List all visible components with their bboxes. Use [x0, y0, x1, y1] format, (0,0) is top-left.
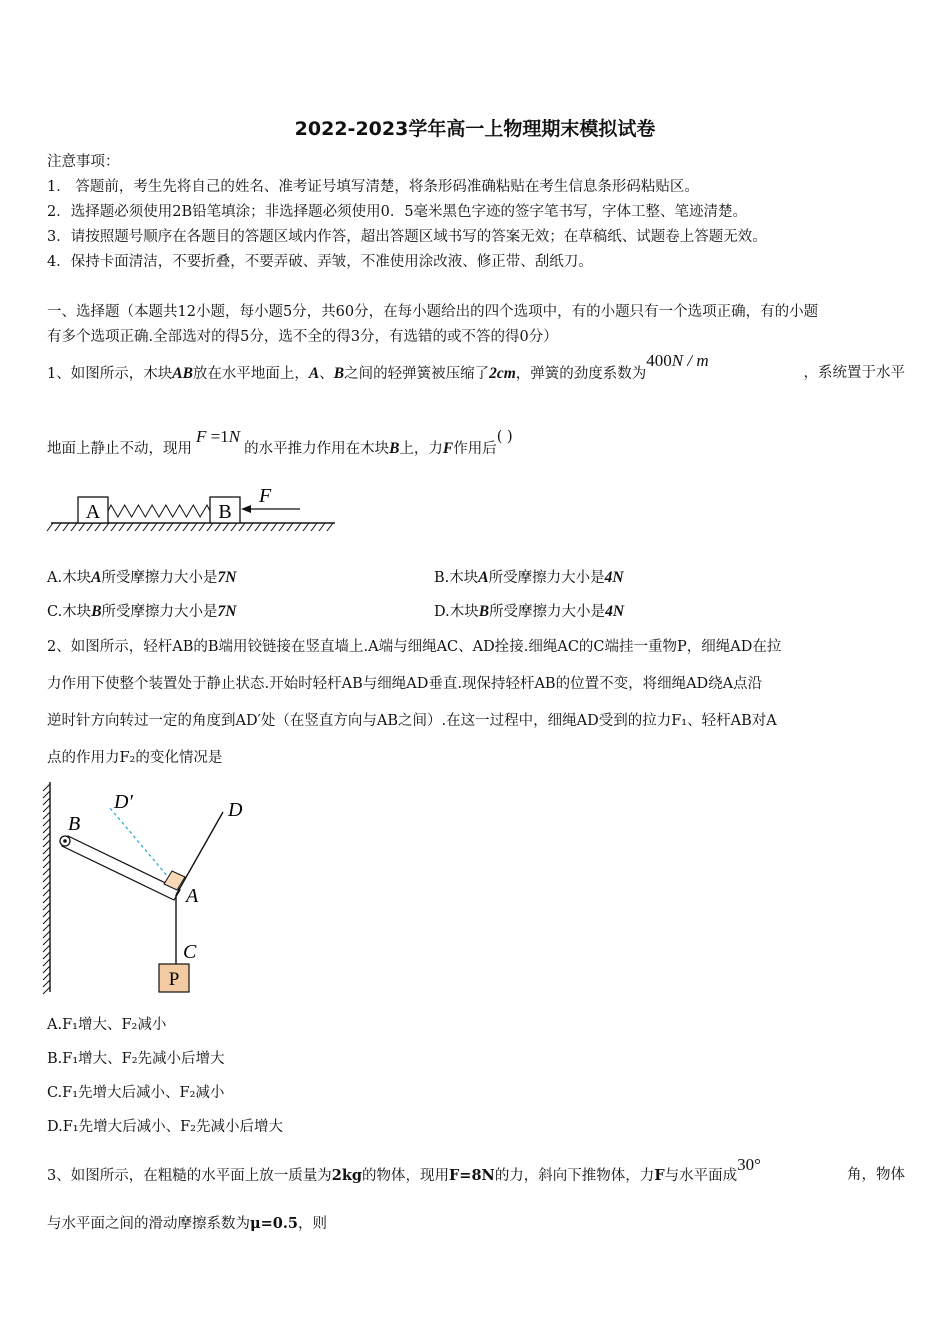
label-b: B: [68, 813, 81, 835]
hatch-mark: [311, 523, 317, 531]
wall-hatch-mark: [43, 903, 50, 910]
q1-option-d[interactable]: D.木块B所受摩擦力大小是4N: [434, 603, 625, 620]
wall-hatch-mark: [43, 959, 50, 966]
wall-hatch-mark: [43, 882, 50, 889]
wall-hatch-mark: [43, 861, 50, 868]
wall-hatch-mark: [43, 938, 50, 945]
hatch-mark: [63, 523, 69, 531]
wall-hatch-mark: [43, 812, 50, 819]
q1-line-2: 地面上静止不动，现用F =1N的水平推力作用在木块B上，力F作用后( ): [47, 427, 513, 457]
q3-line-1: 3、如图所示，在粗糙的水平面上放一质量为2kg的物体，现用F=8N的力，斜向下推物体，力F与水平面成30° 角，物体: [47, 1155, 905, 1184]
hatch-mark: [247, 523, 253, 531]
hatch-mark: [191, 523, 197, 531]
hatch-mark: [287, 523, 293, 531]
section-intro-line-1: 一、选择题（本题共12小题，每小题5分，共60分，在每小题给出的四个选项中，有的小题只有一个选项正确，有的小题: [47, 304, 819, 320]
wall-hatch-mark: [43, 840, 50, 847]
hatch-mark: [159, 523, 165, 531]
hatch-mark: [303, 523, 309, 531]
ground-hatch: [47, 523, 333, 531]
wall-hatch-mark: [43, 896, 50, 903]
q1-option-a[interactable]: A.木块A所受摩擦力大小是7N: [47, 569, 237, 586]
notice-item-3: 3．请按照题号顺序在各题目的答题区域内作答，超出答题区域书写的答案无效；在草稿纸、试题卷上答题无效。: [47, 229, 767, 245]
hatch-mark: [151, 523, 157, 531]
wall-hatch-mark: [43, 987, 50, 994]
hatch-mark: [87, 523, 93, 531]
block-b-label: B: [218, 501, 232, 523]
hatch-mark: [127, 523, 133, 531]
q1-spring-constant: 400N / m: [646, 351, 709, 370]
wall-hatch-mark: [43, 833, 50, 840]
q1-option-b[interactable]: B.木块A所受摩擦力大小是4N: [434, 569, 624, 586]
notice-item-4: 4．保持卡面清洁，不要折叠，不要弄破、弄皱，不准使用涂改液、修正带、刮纸刀。: [47, 254, 593, 270]
hatch-mark: [271, 523, 277, 531]
hatch-mark: [327, 523, 333, 531]
notice-item-1: 1． 答题前，考生先将自己的姓名、准考证号填写清楚，将条形码准确粘贴在考生信息条形码粘贴区。: [47, 179, 699, 195]
wall-hatch-mark: [43, 819, 50, 826]
wall-hatch-mark: [43, 931, 50, 938]
q1-answer-paren: ( ): [496, 429, 513, 445]
hatch-mark: [255, 523, 261, 531]
label-c: C: [183, 941, 197, 963]
wall-hatch-mark: [43, 798, 50, 805]
q2-line-1: 2、如图所示，轻杆AB的B端用铰链接在竖直墙上.A端与细绳AC、AD拴接.细绳AC的C端挂一重物P，细绳AD在拉: [47, 639, 782, 655]
wall-hatch-mark: [43, 784, 50, 791]
hatch-mark: [183, 523, 189, 531]
q1-option-c[interactable]: C.木块B所受摩擦力大小是7N: [47, 603, 237, 620]
wall-hatch-mark: [43, 952, 50, 959]
q2-line-4: 点的作用力F₂的变化情况是: [47, 750, 223, 766]
block-a-label: A: [85, 501, 101, 523]
hatch-mark: [295, 523, 301, 531]
hatch-mark: [223, 523, 229, 531]
q2-line-2: 力作用下使整个装置处于静止状态.开始时轻杆AB与细绳AD垂直.现保持轻杆AB的位置不变，将细绳AD绕A点沿: [47, 676, 763, 692]
hatch-mark: [79, 523, 85, 531]
wall-hatch-mark: [43, 924, 50, 931]
q1-figure: [45, 478, 345, 540]
hatch-mark: [55, 523, 61, 531]
hatch-mark: [119, 523, 125, 531]
rod-ab: [62, 836, 180, 900]
hatch-mark: [231, 523, 237, 531]
hatch-mark: [263, 523, 269, 531]
label-d: D: [228, 799, 243, 821]
hatch-mark: [199, 523, 205, 531]
weight-p-label: P: [168, 969, 180, 990]
q1-line-1: 1、如图所示，木块AB放在水平地面上，A、B之间的轻弹簧被压缩了2cm，弹簧的劲度系数为400N / m ，系统置于水平: [47, 351, 905, 382]
wall-hatch-mark: [43, 889, 50, 896]
wall-hatch-mark: [43, 945, 50, 952]
hatch-mark: [175, 523, 181, 531]
wall-hatch-mark: [43, 966, 50, 973]
spring: [108, 505, 210, 517]
q3-angle: 30°: [737, 1155, 761, 1174]
hatch-mark: [47, 523, 53, 531]
wall-hatch-mark: [43, 980, 50, 987]
label-d-prime: D′: [114, 791, 133, 813]
hatch-mark: [143, 523, 149, 531]
hatch-mark: [239, 523, 245, 531]
wall-hatch-mark: [43, 847, 50, 854]
hatch-mark: [167, 523, 173, 531]
q2-option-a[interactable]: A.F₁增大、F₂减小: [47, 1017, 167, 1033]
rope-ad: [176, 812, 223, 895]
hatch-mark: [103, 523, 109, 531]
page-title: 2022-2023学年高一上物理期末模拟试卷: [294, 118, 656, 140]
notice-heading: 注意事项：: [47, 154, 120, 170]
section-intro-line-2: 有多个选项正确.全部选对的得5分，选不全的得3分，有选错的或不答的得0分）: [47, 329, 558, 345]
q3-line-2: 与水平面之间的滑动摩擦系数为μ=0.5，则: [47, 1215, 327, 1232]
label-a: A: [186, 885, 199, 907]
wall-hatch-mark: [43, 791, 50, 798]
q2-option-c[interactable]: C.F₁先增大后减小、F₂减小: [47, 1085, 225, 1101]
wall-hatch-mark: [43, 826, 50, 833]
q1-force-value: F =1N: [196, 427, 241, 446]
hatch-mark: [279, 523, 285, 531]
wall-hatch-mark: [43, 973, 50, 980]
force-arrow-head: [241, 505, 251, 513]
wall-hatch: [43, 784, 50, 994]
wall-hatch-mark: [43, 917, 50, 924]
hatch-mark: [135, 523, 141, 531]
notice-item-2: 2．选择题必须使用2B铅笔填涂；非选择题必须使用0．5毫米黑色字迹的签字笔书写，字体工整、笔迹清楚。: [47, 204, 748, 220]
hatch-mark: [95, 523, 101, 531]
wall-hatch-mark: [43, 875, 50, 882]
wall-hatch-mark: [43, 868, 50, 875]
hatch-mark: [215, 523, 221, 531]
hatch-mark: [319, 523, 325, 531]
force-label: F: [259, 485, 272, 507]
hatch-mark: [207, 523, 213, 531]
q2-figure: [40, 780, 260, 1000]
q2-option-b[interactable]: B.F₁增大、F₂先减小后增大: [47, 1051, 225, 1067]
q2-line-3: 逆时针方向转过一定的角度到AD′处（在竖直方向与AB之间）.在这一过程中，细绳AD受到的拉力F₁、轻杆AB对A: [47, 713, 777, 729]
wall-hatch-mark: [43, 910, 50, 917]
hatch-mark: [111, 523, 117, 531]
hinge-b-pin: [63, 839, 67, 843]
q2-option-d[interactable]: D.F₁先增大后减小、F₂先减小后增大: [47, 1119, 283, 1135]
wall-hatch-mark: [43, 854, 50, 861]
wall-hatch-mark: [43, 805, 50, 812]
hatch-mark: [71, 523, 77, 531]
